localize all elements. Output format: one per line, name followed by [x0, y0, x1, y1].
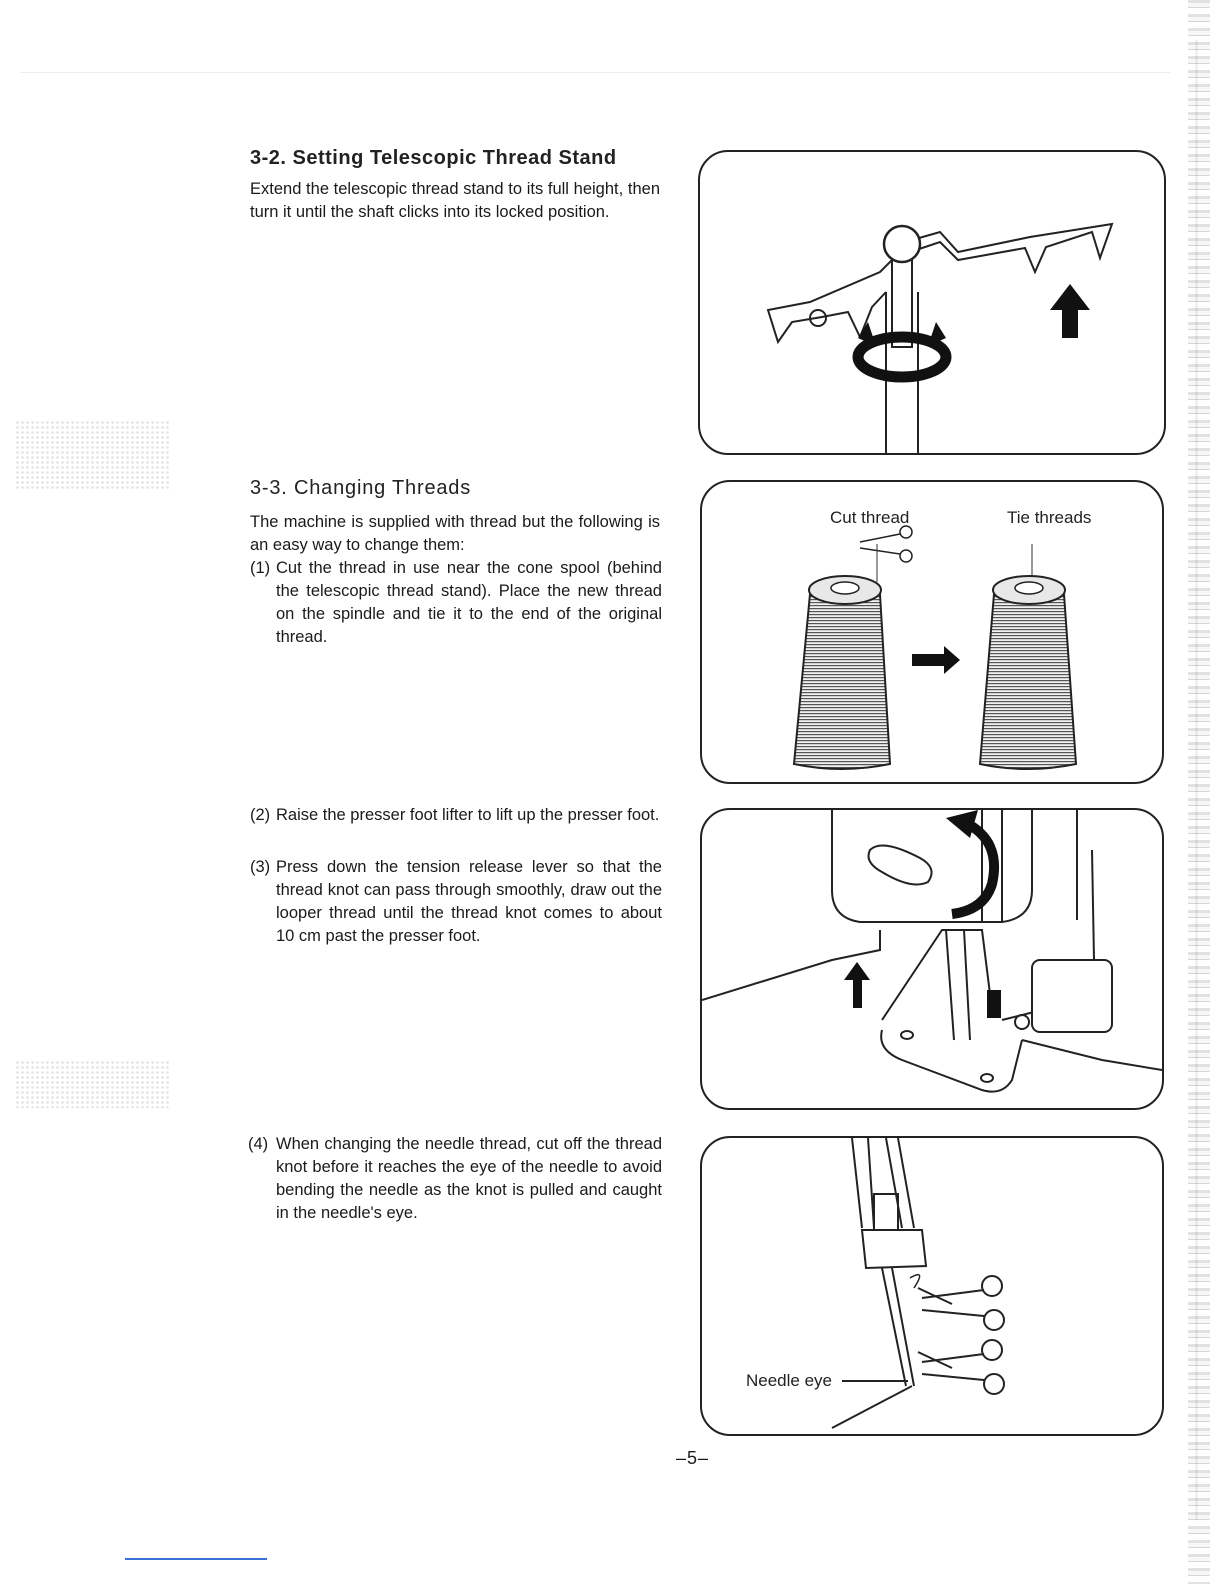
step-number: (2) — [250, 806, 271, 824]
label-cut-thread: Cut thread — [830, 508, 910, 527]
scissors-icon — [918, 1340, 1004, 1394]
thread-cone-left — [794, 576, 890, 769]
scan-speckle — [15, 1060, 170, 1108]
scan-edge-noise — [1188, 0, 1210, 1584]
step-2 — [250, 804, 662, 827]
needle-illustration — [702, 1138, 1162, 1434]
stand-knob — [884, 226, 920, 262]
section-intro-changing-threads: The machine is supplied with thread but the following is an easy way to change them: — [250, 513, 660, 554]
section-heading-thread-stand: 3-2. Setting Telescopic Thread Stand — [250, 147, 617, 169]
presser-foot-illustration — [702, 810, 1162, 1108]
up-arrow-icon — [844, 962, 870, 1008]
step-3 — [250, 856, 662, 948]
figure-cut-tie-threads — [700, 480, 1164, 784]
step-text: Cut the thread in use near the cone spool (behind the telescopic thread stand). Place the new thread on the spindle and tie it to the end of the original thread. — [276, 559, 662, 646]
label-needle-eye: Needle eye — [746, 1371, 833, 1390]
step-text: When changing the needle thread, cut off the thread knot before it reaches the eye of the needle to avoid bending the needle as the knot is pulled and caught in the needle's eye. — [276, 1135, 662, 1222]
presser-foot-lifter — [869, 846, 932, 885]
step-text: Raise the presser foot lifter to lift up the presser foot. — [276, 806, 660, 824]
figure-presser-foot — [700, 808, 1164, 1110]
bottom-link-underline — [125, 1558, 267, 1560]
section-heading-changing-threads: 3-3. Changing Threads — [250, 477, 472, 499]
scan-speckle — [15, 420, 170, 490]
step-1 — [250, 557, 662, 649]
thread-cone-right — [980, 576, 1076, 769]
label-tie-threads: Tie threads — [1007, 508, 1092, 527]
curved-arrow-icon — [946, 810, 994, 914]
needle-clamp — [987, 990, 1001, 1018]
scissors-icon — [860, 526, 912, 562]
step-number: (1) — [250, 559, 271, 577]
thread-stand-illustration — [700, 152, 1164, 453]
scissors-icon — [918, 1276, 1004, 1330]
section-text-thread-stand: Extend the telescopic thread stand to its full height, then turn it until the shaft clicks into its locked position. — [250, 180, 660, 221]
up-arrow-icon — [1050, 284, 1090, 338]
figure-thread-stand — [698, 150, 1166, 455]
thread-cones-illustration — [702, 482, 1162, 782]
figure-needle-eye — [700, 1136, 1164, 1436]
step-number: (3) — [250, 858, 271, 876]
right-arrow-icon — [912, 646, 960, 674]
top-rule — [20, 72, 1170, 73]
step-number: (4) — [248, 1135, 269, 1153]
page-number: –5– — [676, 1448, 710, 1468]
step-4 — [248, 1133, 662, 1225]
step-text: Press down the tension release lever so that the thread knot can pass through smoothly, draw out the looper thread until the thread knot comes to about 10 cm past the presser foot. — [276, 858, 662, 945]
